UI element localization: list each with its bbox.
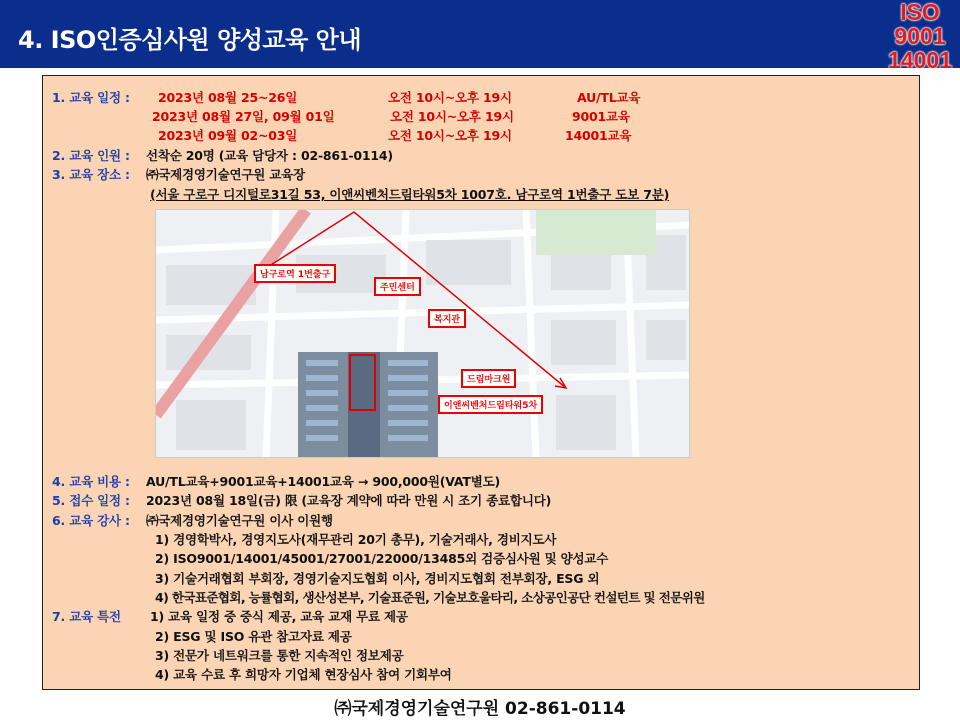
iso-badge-line-1: ISO <box>900 0 940 25</box>
map-tag-venue-tower: 이앤씨벤처드림타워5차 <box>438 395 543 414</box>
schedule-date-2: 2023년 08월 27일, 09월 01일 <box>152 109 335 124</box>
benefits-item-3: 3) 전문가 네트워크를 통한 지속적인 정보제공 <box>155 648 404 663</box>
schedule-time-3: 오전 10시~오후 19시 <box>388 128 512 143</box>
venue-label: 3. 교육 장소 : <box>52 167 130 182</box>
schedule-time-1: 오전 10시~오후 19시 <box>388 90 512 105</box>
benefits-item-2: 2) ESG 및 ISO 유관 참고자료 제공 <box>155 629 352 644</box>
location-map <box>155 209 690 458</box>
schedule-date-3: 2023년 09월 02~03일 <box>158 128 298 143</box>
schedule-time-2: 오전 10시~오후 19시 <box>390 109 514 124</box>
instructor-value: ㈜국제경영기술연구원 이사 이원행 <box>146 513 333 528</box>
benefits-item-1: 1) 교육 일정 중 중식 제공, 교육 교재 무료 제공 <box>150 609 408 624</box>
header-bar <box>0 0 960 68</box>
benefits-label: 7. 교육 특전 <box>52 609 121 624</box>
deadline-value: 2023년 08월 18일(금) 限 (교육장 계약에 따라 만원 시 조기 종료합니다) <box>146 493 552 508</box>
venue-address: (서울 구로구 디지털로31길 53, 이앤씨벤처드림타워5차 1007호. 남구로역 1번출구 도보 7분) <box>150 187 670 202</box>
instructor-item-2: 2) ISO9001/14001/45001/27001/22000/13485외 검증심사원 및 양성교수 <box>155 551 609 566</box>
map-tag-welfare-center: 복지관 <box>428 309 466 328</box>
benefits-item-4: 4) 교육 수료 후 희망자 기업체 현장심사 참여 기회부여 <box>155 667 452 682</box>
personnel-value: 선착순 20명 (교육 담당자 : 02-861-0114) <box>146 148 393 163</box>
footer-contact: ㈜국제경영기술연구원 02-861-0114 <box>334 699 626 719</box>
personnel-label: 2. 교육 인원 : <box>52 148 130 163</box>
map-tag-community-center: 주민센터 <box>374 277 421 296</box>
schedule-date-1: 2023년 08월 25~26일 <box>158 90 298 105</box>
schedule-course-2: 9001교육 <box>572 109 630 124</box>
cost-value: AU/TL교육+9001교육+14001교육 → 900,000원(VAT별도) <box>146 474 500 489</box>
cost-label: 4. 교육 비용 : <box>52 474 130 489</box>
map-tag-station: 남구로역 1번출구 <box>254 264 336 283</box>
instructor-item-3: 3) 기술거래협회 부회장, 경영기술지도협회 이사, 경비지도협회 전부회장, ESG 외 <box>155 571 600 586</box>
schedule-course-3: 14001교육 <box>565 128 632 143</box>
schedule-label: 1. 교육 일정 : <box>52 90 130 105</box>
iso-badge-line-2: 9001 <box>894 23 946 49</box>
venue-value: ㈜국제경영기술연구원 교육장 <box>146 167 305 182</box>
deadline-label: 5. 접수 일정 : <box>52 493 130 508</box>
map-tag-dreammark: 드림마크원 <box>461 369 516 388</box>
page-title: 4. ISO인증심사원 양성교육 안내 <box>18 26 362 54</box>
instructor-item-1: 1) 경영학박사, 경영지도사(재무관리 20기 총무), 기술거래사, 경비지도사 <box>155 532 557 547</box>
instructor-item-4: 4) 한국표준협회, 능률협회, 생산성본부, 기술표준원, 기술보호울타리, 소상공인공단 컨설턴트 및 전문위원 <box>155 590 705 605</box>
instructor-label: 6. 교육 강사 : <box>52 513 130 528</box>
map-graphic <box>156 210 690 458</box>
schedule-course-1: AU/TL교육 <box>577 90 641 105</box>
iso-badge-line-3: 14001 <box>888 47 952 73</box>
iso-badge <box>888 0 952 72</box>
